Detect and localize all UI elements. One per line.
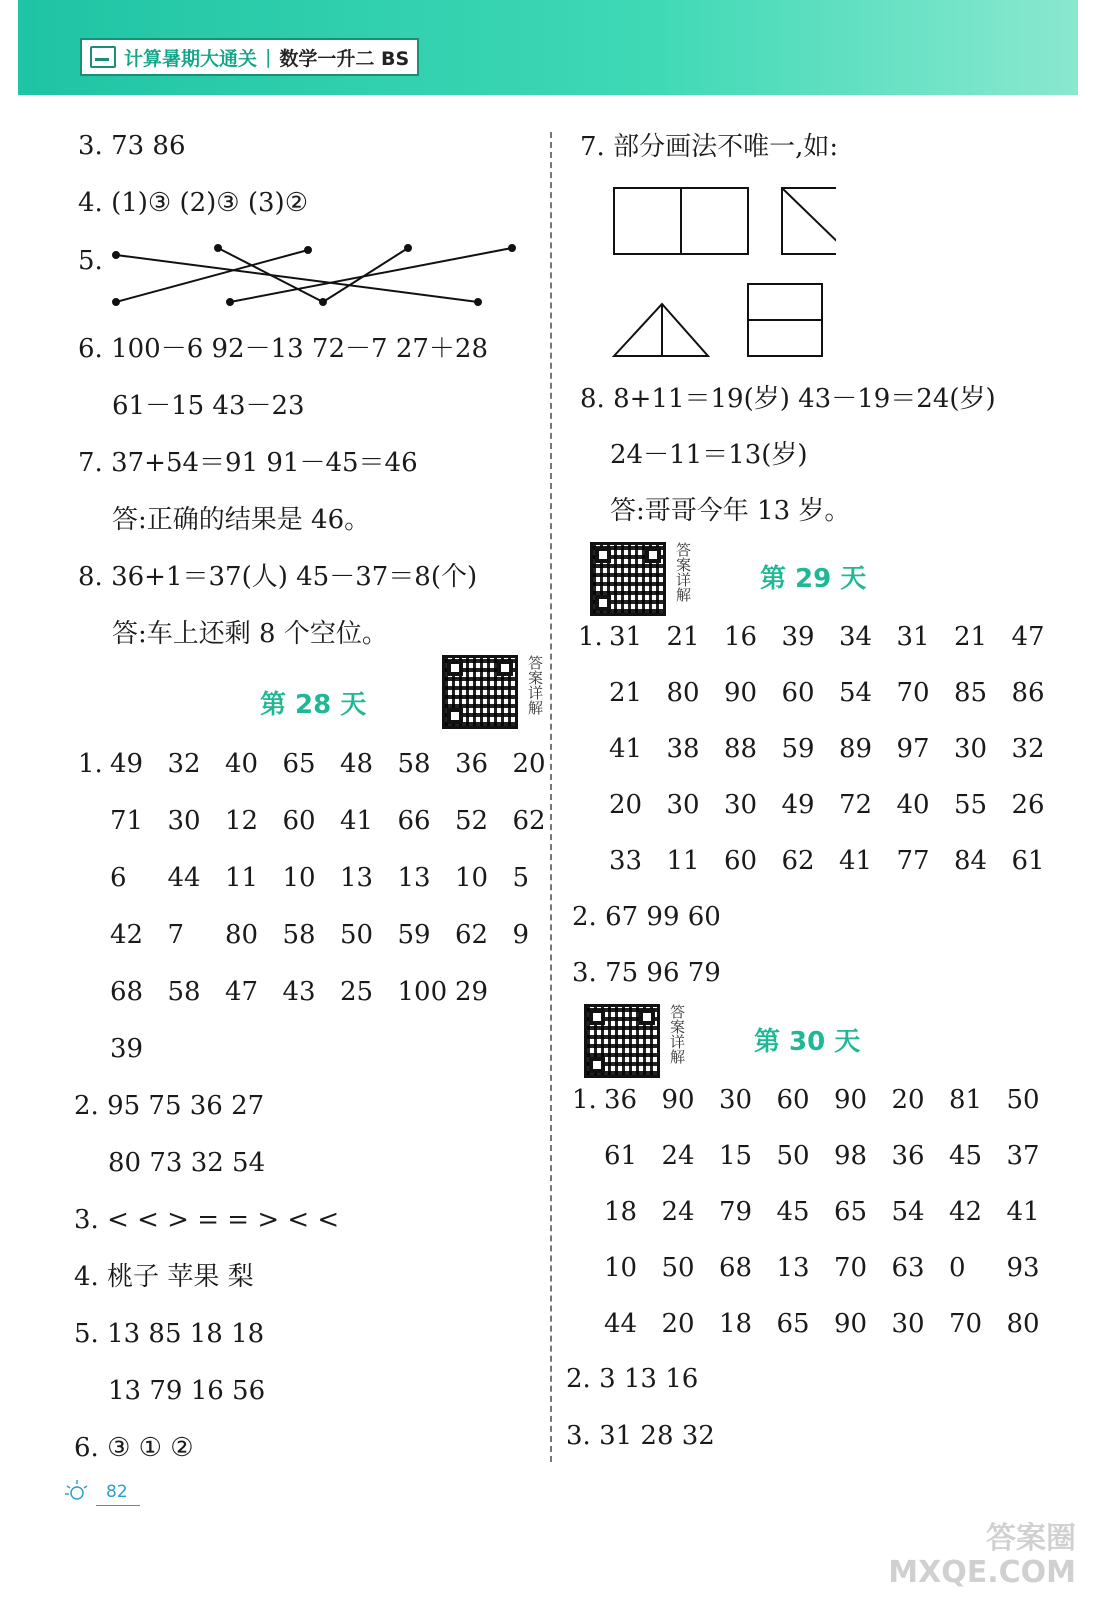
qr-code[interactable] [584, 1004, 660, 1078]
answer-line: 5. 13 85 18 18 [74, 1319, 265, 1349]
answer-value: 60 [724, 846, 758, 876]
answer-value: 36 [455, 749, 489, 779]
answer-line: 2. 67 99 60 [572, 902, 721, 932]
answer-value: 10 [282, 863, 316, 893]
answer-value: 41 [609, 734, 643, 764]
answer-value: 65 [776, 1309, 810, 1339]
answer-value: 9 [512, 920, 530, 950]
answer-value: 90 [724, 678, 758, 708]
watermark-line: MXQE.COM [888, 1555, 1076, 1590]
day-heading: 第 29 天 [760, 564, 867, 594]
answer-value: 80 [225, 920, 259, 950]
answer-value: 39 [781, 622, 815, 652]
answer-line: 7. 37+54＝91 91－45＝46 [78, 448, 418, 478]
answer-value: 11 [666, 846, 700, 876]
answer-value: 20 [512, 749, 546, 779]
answer-value: 13 [397, 863, 431, 893]
answer-value: 5 [512, 863, 530, 893]
answer-value: 37 [1006, 1141, 1040, 1171]
answer-value: 30 [891, 1309, 925, 1339]
question-number: 1. [572, 1085, 597, 1115]
answer-value: 60 [282, 806, 316, 836]
answer-value: 6 [110, 863, 127, 893]
answer-value: 65 [834, 1197, 868, 1227]
answer-value: 59 [397, 920, 431, 950]
answer-value: 59 [781, 734, 815, 764]
answer-value: 13 [340, 863, 374, 893]
qr-code[interactable] [590, 542, 666, 616]
answer-value: 29 [455, 977, 489, 1007]
answer-value: 68 [719, 1253, 753, 1283]
answer-value: 10 [604, 1253, 638, 1283]
answer-value: 36 [604, 1085, 638, 1115]
answer-value: 15 [719, 1141, 753, 1171]
answer-value: 58 [282, 920, 316, 950]
answer-value: 86 [1011, 678, 1045, 708]
answer-value: 44 [604, 1309, 638, 1339]
answer-line: 3. 73 86 [78, 131, 186, 161]
answer-value: 80 [1006, 1309, 1040, 1339]
answer-value: 49 [110, 749, 144, 779]
answer-value: 85 [954, 678, 988, 708]
answer-value: 65 [282, 749, 316, 779]
header-title: 计算暑期大通关 [124, 47, 258, 70]
answer-value: 30 [666, 790, 700, 820]
answer-value: 24 [661, 1141, 695, 1171]
answer-line: 2. 3 13 16 [566, 1364, 699, 1394]
answer-value: 54 [891, 1197, 925, 1227]
answer-value: 39 [110, 1034, 144, 1064]
answer-value: 54 [839, 678, 873, 708]
answer-line: 4. 桃子 苹果 梨 [74, 1262, 254, 1292]
shape-drawings [606, 182, 836, 362]
answer-value: 30 [724, 790, 758, 820]
answer-line: 2. 95 75 36 27 [74, 1091, 265, 1121]
qr-label: 答案详解 [674, 542, 692, 602]
header-separator: | [265, 46, 272, 68]
column-divider [550, 132, 552, 1462]
answer-value: 30 [954, 734, 988, 764]
answer-value: 16 [724, 622, 758, 652]
answer-value: 60 [781, 678, 815, 708]
answer-line: 6. ③ ① ② [74, 1433, 194, 1463]
answer-value: 100 [397, 977, 448, 1007]
answer-line: 3. < < > = = > < < [74, 1205, 340, 1235]
question-number: 1. [78, 749, 103, 779]
answer-value: 20 [891, 1085, 925, 1115]
answer-value: 30 [719, 1085, 753, 1115]
answer-value: 77 [896, 846, 930, 876]
answer-value: 20 [661, 1309, 695, 1339]
answer-value: 50 [340, 920, 374, 950]
answer-value: 42 [110, 920, 144, 950]
answer-value: 80 [666, 678, 700, 708]
answer-line: 7. 部分画法不唯一,如: [580, 132, 839, 162]
answer-value: 62 [455, 920, 489, 950]
watermark-line: 答案圈 [986, 1521, 1076, 1556]
sun-icon [64, 1478, 90, 1504]
answer-line: 答:车上还剩 8 个空位。 [112, 619, 388, 649]
book-icon [90, 46, 116, 68]
question-number: 1. [578, 622, 603, 652]
answer-value: 98 [834, 1141, 868, 1171]
watermark [888, 1522, 1076, 1590]
answer-value: 41 [839, 846, 873, 876]
answer-value: 20 [609, 790, 643, 820]
answer-value: 44 [167, 863, 201, 893]
answer-value: 21 [666, 622, 700, 652]
answer-value: 89 [839, 734, 873, 764]
answer-value: 38 [666, 734, 700, 764]
answer-value: 93 [1006, 1253, 1040, 1283]
answer-value: 30 [167, 806, 201, 836]
answer-value: 66 [397, 806, 431, 836]
answer-line: 80 73 32 54 [108, 1148, 266, 1178]
answer-value: 21 [954, 622, 988, 652]
answer-value: 62 [512, 806, 546, 836]
answer-line: 3. 75 96 79 [572, 958, 721, 988]
qr-label: 答案详解 [526, 655, 544, 715]
matching-lines-diagram [108, 240, 518, 310]
answer-line: 8. 8+11＝19(岁) 43－19＝24(岁) [580, 384, 996, 414]
footer-underline [96, 1505, 140, 1506]
answer-line: 3. 31 28 32 [566, 1421, 715, 1451]
answer-line: 5. [78, 246, 103, 276]
answer-value: 40 [225, 749, 259, 779]
answer-value: 61 [1011, 846, 1045, 876]
answer-value: 25 [340, 977, 374, 1007]
answer-value: 50 [776, 1141, 810, 1171]
answer-value: 72 [839, 790, 873, 820]
answer-value: 11 [225, 863, 259, 893]
answer-value: 60 [776, 1085, 810, 1115]
answer-value: 0 [949, 1253, 966, 1283]
answer-line: 6. 100－6 92－13 72－7 27＋28 [78, 334, 488, 364]
page-number: 82 [106, 1482, 128, 1502]
answer-value: 81 [949, 1085, 983, 1115]
answer-value: 55 [954, 790, 988, 820]
answer-line: 24－11＝13(岁) [610, 440, 808, 470]
answer-value: 97 [896, 734, 930, 764]
answer-value: 13 [776, 1253, 810, 1283]
answer-value: 43 [282, 977, 316, 1007]
answer-value: 58 [167, 977, 201, 1007]
header-title-box [80, 38, 419, 76]
answer-value: 63 [891, 1253, 925, 1283]
answer-value: 45 [776, 1197, 810, 1227]
answer-value: 61 [604, 1141, 638, 1171]
header-subtitle: 数学一升二 BS [279, 47, 410, 70]
answer-line: 61－15 43－23 [112, 391, 305, 421]
day-heading: 第 30 天 [754, 1027, 861, 1057]
answer-value: 48 [340, 749, 374, 779]
answer-value: 33 [609, 846, 643, 876]
answer-value: 70 [834, 1253, 868, 1283]
answer-value: 26 [1011, 790, 1045, 820]
answer-value: 70 [896, 678, 930, 708]
answer-value: 21 [609, 678, 643, 708]
answer-value: 58 [397, 749, 431, 779]
answer-value: 31 [609, 622, 643, 652]
answer-line: 8. 36+1＝37(人) 45－37＝8(个) [78, 562, 478, 592]
answer-value: 10 [455, 863, 489, 893]
answer-value: 90 [834, 1085, 868, 1115]
answer-value: 12 [225, 806, 259, 836]
qr-code[interactable] [442, 655, 518, 729]
answer-value: 49 [781, 790, 815, 820]
answer-value: 50 [661, 1253, 695, 1283]
answer-value: 31 [896, 622, 930, 652]
answer-value: 18 [719, 1309, 753, 1339]
answer-value: 50 [1006, 1085, 1040, 1115]
answer-value: 7 [167, 920, 185, 950]
answer-value: 45 [949, 1141, 983, 1171]
answer-value: 62 [781, 846, 815, 876]
answer-value: 32 [167, 749, 201, 779]
answer-value: 52 [455, 806, 489, 836]
page-header-band [18, 0, 1078, 95]
answer-value: 84 [954, 846, 988, 876]
answer-value: 68 [110, 977, 144, 1007]
answer-value: 71 [110, 806, 144, 836]
answer-value: 40 [896, 790, 930, 820]
answer-value: 90 [661, 1085, 695, 1115]
qr-label: 答案详解 [668, 1004, 686, 1064]
answer-line: 答:哥哥今年 13 岁。 [610, 496, 851, 526]
answer-value: 32 [1011, 734, 1045, 764]
answer-value: 47 [1011, 622, 1045, 652]
answer-value: 90 [834, 1309, 868, 1339]
answer-line: 答:正确的结果是 46。 [112, 505, 371, 535]
answer-value: 79 [719, 1197, 753, 1227]
answer-value: 41 [340, 806, 374, 836]
answer-value: 18 [604, 1197, 638, 1227]
answer-value: 88 [724, 734, 758, 764]
answer-value: 36 [891, 1141, 925, 1171]
answer-value: 42 [949, 1197, 983, 1227]
answer-value: 70 [949, 1309, 983, 1339]
answer-line: 13 79 16 56 [108, 1376, 266, 1406]
answer-value: 24 [661, 1197, 695, 1227]
day-heading: 第 28 天 [260, 690, 367, 720]
answer-value: 47 [225, 977, 259, 1007]
answer-line: 4. (1)③ (2)③ (3)② [78, 188, 309, 218]
answer-value: 34 [839, 622, 873, 652]
answer-value: 41 [1006, 1197, 1040, 1227]
